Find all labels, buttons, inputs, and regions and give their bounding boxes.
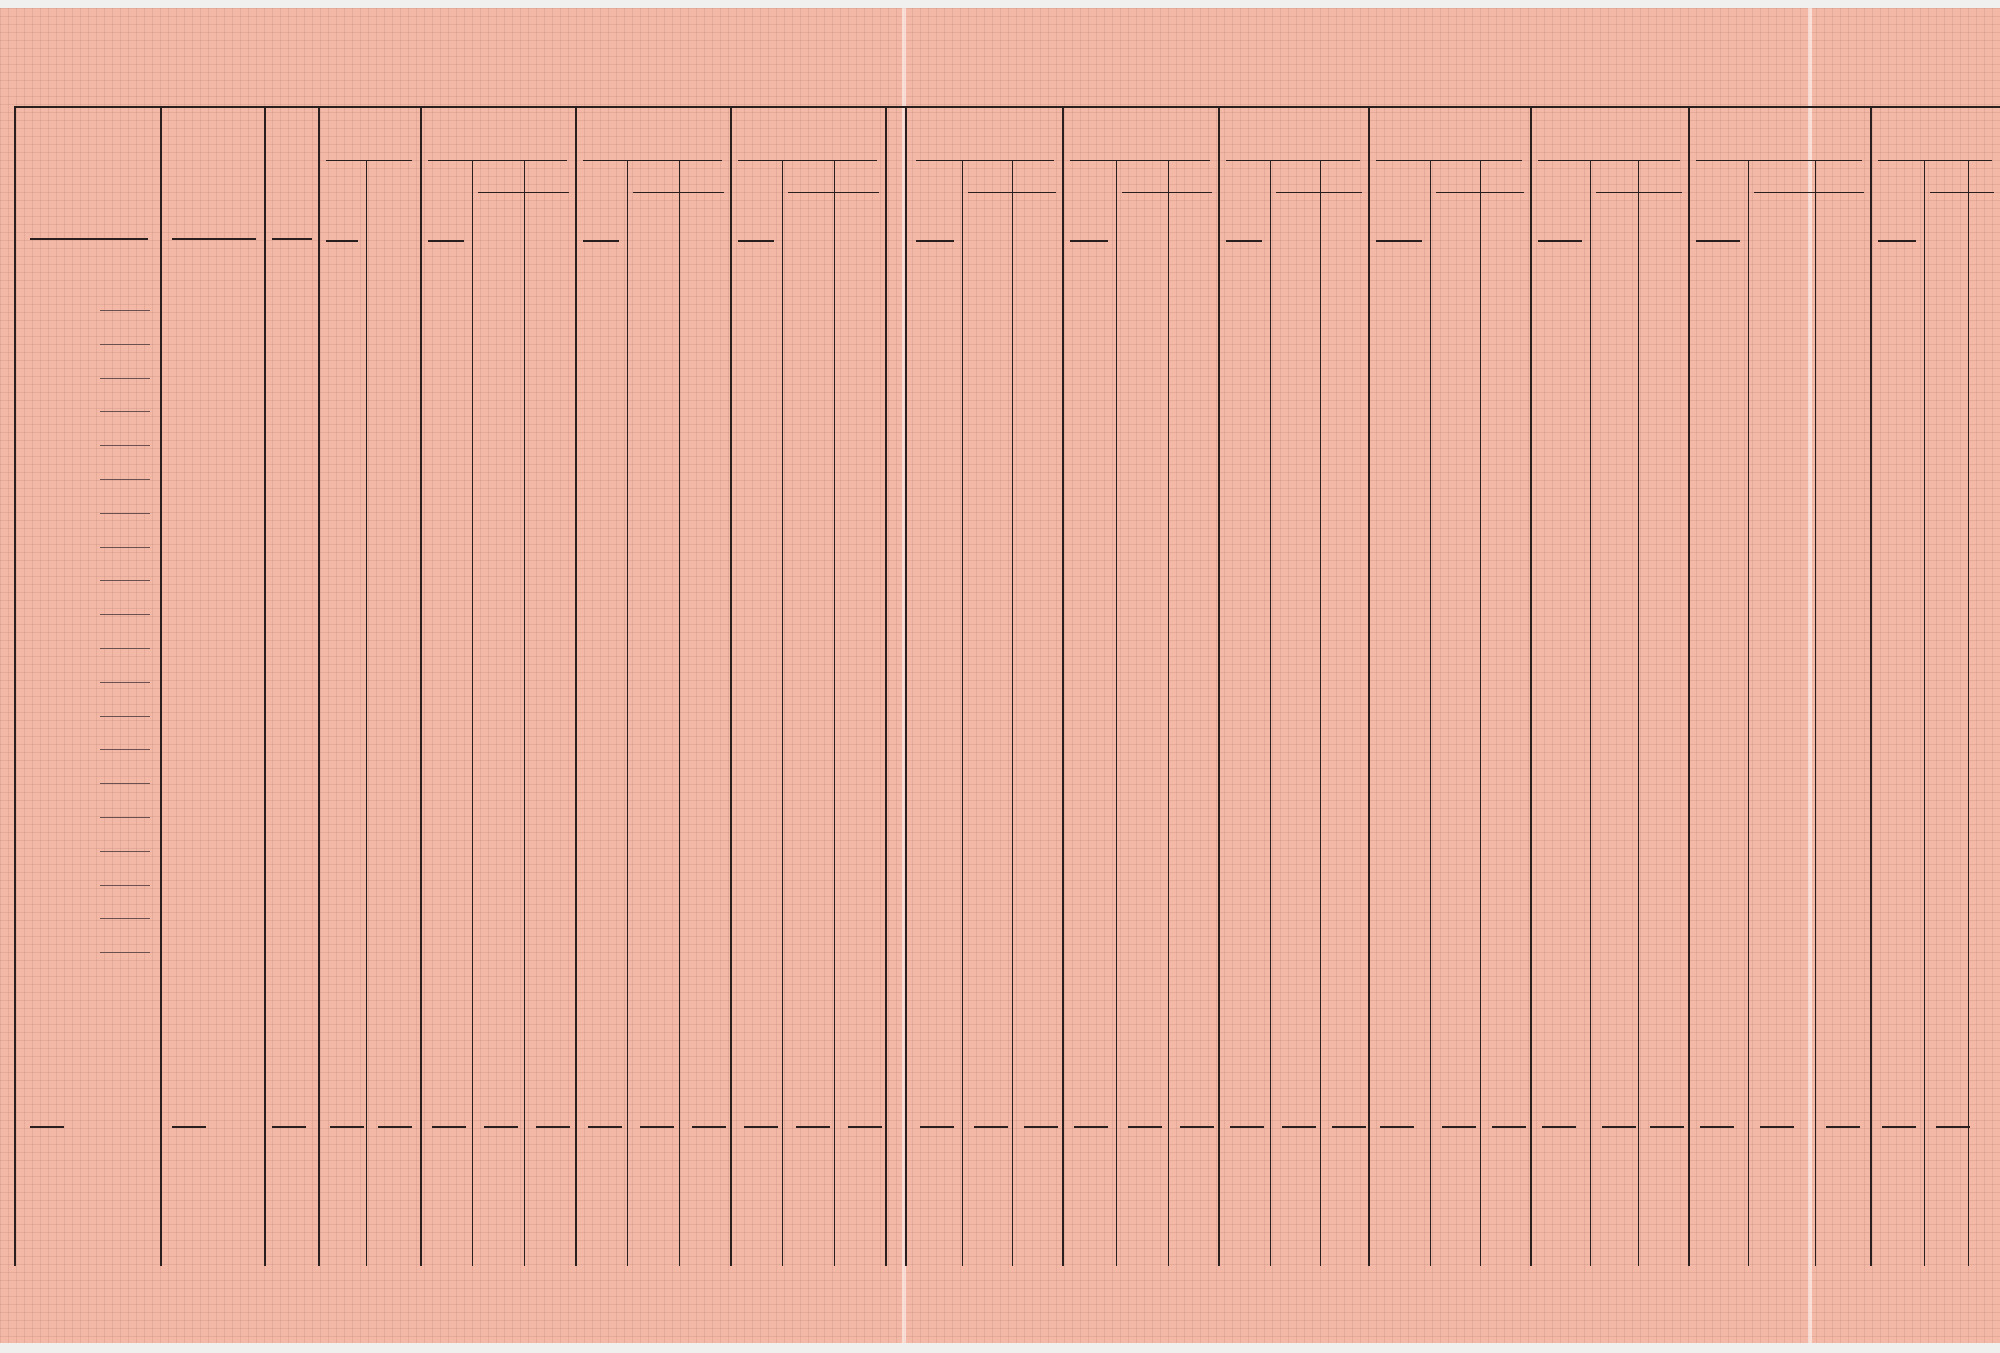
row-guide xyxy=(100,580,150,581)
total-underline xyxy=(378,1126,412,1128)
subcolumn-rule xyxy=(1480,160,1481,1266)
row-guide xyxy=(100,817,150,818)
header-divider xyxy=(326,160,412,161)
header-divider xyxy=(1878,160,1992,161)
row-guide xyxy=(100,513,150,514)
header-divider xyxy=(1696,160,1862,161)
diff-divider xyxy=(968,192,1056,193)
column-rule xyxy=(905,106,907,1266)
header-underline xyxy=(916,240,954,242)
header-underline xyxy=(1878,240,1916,242)
total-underline xyxy=(640,1126,674,1128)
row-guide xyxy=(100,614,150,615)
header-underline xyxy=(738,240,774,242)
total-underline xyxy=(1826,1126,1860,1128)
column-rule xyxy=(318,106,320,1266)
subcolumn-rule xyxy=(524,160,525,1266)
total-underline xyxy=(588,1126,622,1128)
total-underline xyxy=(536,1126,570,1128)
column-rule xyxy=(730,106,732,1266)
page-edge xyxy=(0,1343,2000,1353)
subcolumn-rule xyxy=(472,160,473,1266)
row-guide xyxy=(100,445,150,446)
row-guide xyxy=(100,716,150,717)
header-divider xyxy=(583,160,722,161)
header-divider xyxy=(1376,160,1522,161)
row-guide xyxy=(100,648,150,649)
total-underline xyxy=(1024,1126,1058,1128)
row-guide xyxy=(100,749,150,750)
subcolumn-rule xyxy=(834,160,835,1266)
total-underline xyxy=(1332,1126,1366,1128)
total-underline xyxy=(1650,1126,1684,1128)
subcolumn-rule xyxy=(1320,160,1321,1266)
header-underline xyxy=(1538,240,1582,242)
header-divider xyxy=(916,160,1054,161)
total-underline xyxy=(1128,1126,1162,1128)
column-rule xyxy=(1062,106,1064,1266)
row-guide xyxy=(100,547,150,548)
subcolumn-rule xyxy=(1012,160,1013,1266)
total-underline xyxy=(30,1126,64,1128)
row-guide xyxy=(100,682,150,683)
subcolumn-rule xyxy=(627,160,628,1266)
header-divider xyxy=(428,160,567,161)
subcolumn-rule xyxy=(1924,160,1925,1266)
header-underline xyxy=(272,238,312,240)
total-underline xyxy=(1700,1126,1734,1128)
column-rule xyxy=(1368,106,1370,1266)
column-rule xyxy=(1530,106,1532,1266)
row-guide xyxy=(100,344,150,345)
total-underline xyxy=(1936,1126,1970,1128)
total-underline xyxy=(920,1126,954,1128)
diff-divider xyxy=(633,192,724,193)
subcolumn-rule xyxy=(1168,160,1169,1266)
header-underline xyxy=(583,240,619,242)
row-guide xyxy=(100,851,150,852)
total-underline xyxy=(1282,1126,1316,1128)
subcolumn-rule xyxy=(1270,160,1271,1266)
total-underline xyxy=(330,1126,364,1128)
diff-divider xyxy=(1596,192,1682,193)
diff-divider xyxy=(1930,192,1994,193)
total-underline xyxy=(1760,1126,1794,1128)
total-underline xyxy=(272,1126,306,1128)
header-underline xyxy=(1696,240,1740,242)
row-guide xyxy=(100,885,150,886)
subcolumn-rule xyxy=(962,160,963,1266)
header-divider xyxy=(1070,160,1210,161)
column-rule xyxy=(1218,106,1220,1266)
subcolumn-rule xyxy=(1748,160,1749,1266)
header-underline xyxy=(1070,240,1108,242)
total-underline xyxy=(172,1126,206,1128)
header-divider xyxy=(738,160,877,161)
total-underline xyxy=(692,1126,726,1128)
total-underline xyxy=(1380,1126,1414,1128)
total-underline xyxy=(974,1126,1008,1128)
total-underline xyxy=(1492,1126,1526,1128)
total-underline xyxy=(848,1126,882,1128)
column-rule xyxy=(14,106,16,1266)
total-underline xyxy=(1442,1126,1476,1128)
row-guide xyxy=(100,952,150,953)
paper-sheet xyxy=(0,8,2000,1343)
row-guide xyxy=(100,918,150,919)
row-guide xyxy=(100,479,150,480)
header-underline xyxy=(1376,240,1422,242)
total-underline xyxy=(432,1126,466,1128)
subcolumn-rule xyxy=(366,160,367,1266)
header-underline xyxy=(30,238,148,240)
header-underline xyxy=(172,238,256,240)
column-rule xyxy=(160,106,162,1266)
column-rule xyxy=(575,106,577,1266)
header-underline xyxy=(428,240,464,242)
total-underline xyxy=(1180,1126,1214,1128)
diff-divider xyxy=(478,192,569,193)
diff-divider xyxy=(788,192,879,193)
fold-crease xyxy=(1808,8,1812,1343)
header-underline xyxy=(326,240,358,242)
column-rule xyxy=(420,106,422,1266)
table-top-border xyxy=(14,106,2000,108)
total-underline xyxy=(796,1126,830,1128)
diff-divider xyxy=(1122,192,1212,193)
total-underline xyxy=(1882,1126,1916,1128)
column-rule xyxy=(264,106,266,1266)
column-rule xyxy=(1688,106,1690,1266)
subcolumn-rule xyxy=(1116,160,1117,1266)
subcolumn-rule xyxy=(1590,160,1591,1266)
header-divider xyxy=(1226,160,1360,161)
row-guide xyxy=(100,783,150,784)
subcolumn-rule xyxy=(679,160,680,1266)
total-underline xyxy=(1602,1126,1636,1128)
header-underline xyxy=(1226,240,1262,242)
diff-divider xyxy=(1276,192,1362,193)
total-underline xyxy=(1230,1126,1264,1128)
column-rule xyxy=(885,106,887,1266)
total-underline xyxy=(1074,1126,1108,1128)
subcolumn-rule xyxy=(782,160,783,1266)
total-underline xyxy=(1542,1126,1576,1128)
subcolumn-rule xyxy=(1638,160,1639,1266)
row-guide xyxy=(100,310,150,311)
column-rule xyxy=(1870,106,1872,1266)
total-underline xyxy=(484,1126,518,1128)
row-guide xyxy=(100,378,150,379)
total-underline xyxy=(744,1126,778,1128)
row-guide xyxy=(100,411,150,412)
diff-divider xyxy=(1754,192,1864,193)
subcolumn-rule xyxy=(1430,160,1431,1266)
diff-divider xyxy=(1436,192,1524,193)
subcolumn-rule xyxy=(1968,160,1969,1266)
header-divider xyxy=(1538,160,1680,161)
subcolumn-rule xyxy=(1815,160,1816,1266)
